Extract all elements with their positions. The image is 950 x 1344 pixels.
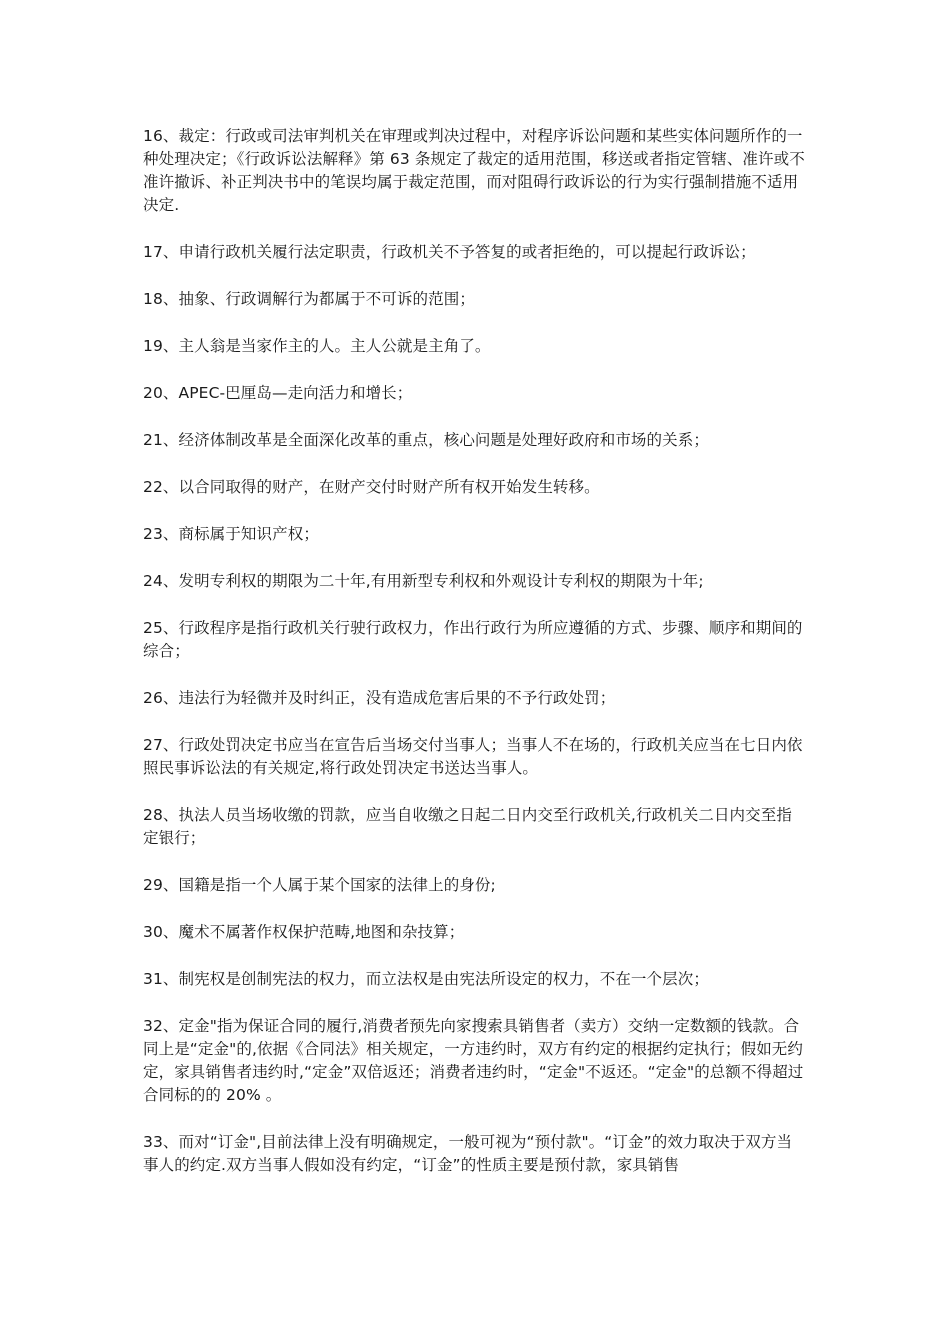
list-item-29: 29、国籍是指一个人属于某个国家的法律上的身份; [143, 876, 496, 894]
list-item-31: 31、制宪权是创制宪法的权力，而立法权是由宪法所设定的权力，不在一个层次； [143, 970, 709, 988]
list-item-22: 22、以合同取得的财产，在财产交付时财产所有权开始发生转移。 [143, 478, 600, 496]
list-item-24: 24、发明专利权的期限为二十年,有用新型专利权和外观设计专利权的期限为十年; [143, 572, 704, 590]
list-item-19: 19、主人翁是当家作主的人。主人公就是主角了。 [143, 337, 491, 355]
list-item-28: 28、执法人员当场收缴的罚款，应当自收缴之日起二日内交至行政机关,行政机关二日内交至指定银行； [143, 806, 792, 847]
list-item-26: 26、违法行为轻微并及时纠正，没有造成危害后果的不予行政处罚； [143, 689, 616, 707]
list-item-33: 33、而对“订金",目前法律上没有明确规定，一般可视为“预付款"。“订金”的效力取决于双方当事人的约定.双方当事人假如没有约定，“订金”的性质主要是预付款，家具销售 [143, 1133, 793, 1174]
list-item-18: 18、抽象、行政调解行为都属于不可诉的范围； [143, 290, 475, 308]
list-item-17: 17、申请行政机关履行法定职责，行政机关不予答复的或者拒绝的，可以提起行政诉讼； [143, 243, 756, 261]
list-item-32: 32、定金"指为保证合同的履行,消费者预先向家搜索具销售者（卖方）交纳一定数额的钱款。合同上是“定金"的,依据《合同法》相关规定，一方违约时，双方有约定的根据约定执行；假如无约定，家具销售者违约时,“定金”双倍返还；消费者违约时，“定金"不返还。“定金"的总额不得超过合同标的的 20% 。 [143, 1017, 804, 1104]
list-item-25: 25、行政程序是指行政机关行驶行政权力，作出行政行为所应遵循的方式、步骤、顺序和期间的综合； [143, 619, 803, 660]
list-item-23: 23、商标属于知识产权； [143, 525, 319, 543]
list-item-16: 16、裁定：行政或司法审判机关在审理或判决过程中，对程序诉讼问题和某些实体问题所作的一种处理决定；《行政诉讼法解释》第 63 条规定了裁定的适用范围，移送或者指定管辖、准许或不准许撤诉、补正判决书中的笔误均属于裁定范围，而对阻碍行政诉讼的行为实行强制措施不适用决定. [143, 127, 805, 214]
document-body [143, 125, 807, 1201]
list-item-20: 20、APEC-巴厘岛—走向活力和增长； [143, 384, 413, 402]
list-item-21: 21、经济体制改革是全面深化改革的重点，核心问题是处理好政府和市场的关系； [143, 431, 709, 449]
list-item-27: 27、行政处罚决定书应当在宣告后当场交付当事人；当事人不在场的，行政机关应当在七日内依照民事诉讼法的有关规定,将行政处罚决定书送达当事人。 [143, 736, 803, 777]
list-item-30: 30、魔术不属著作权保护范畴,地图和杂技算； [143, 923, 465, 941]
